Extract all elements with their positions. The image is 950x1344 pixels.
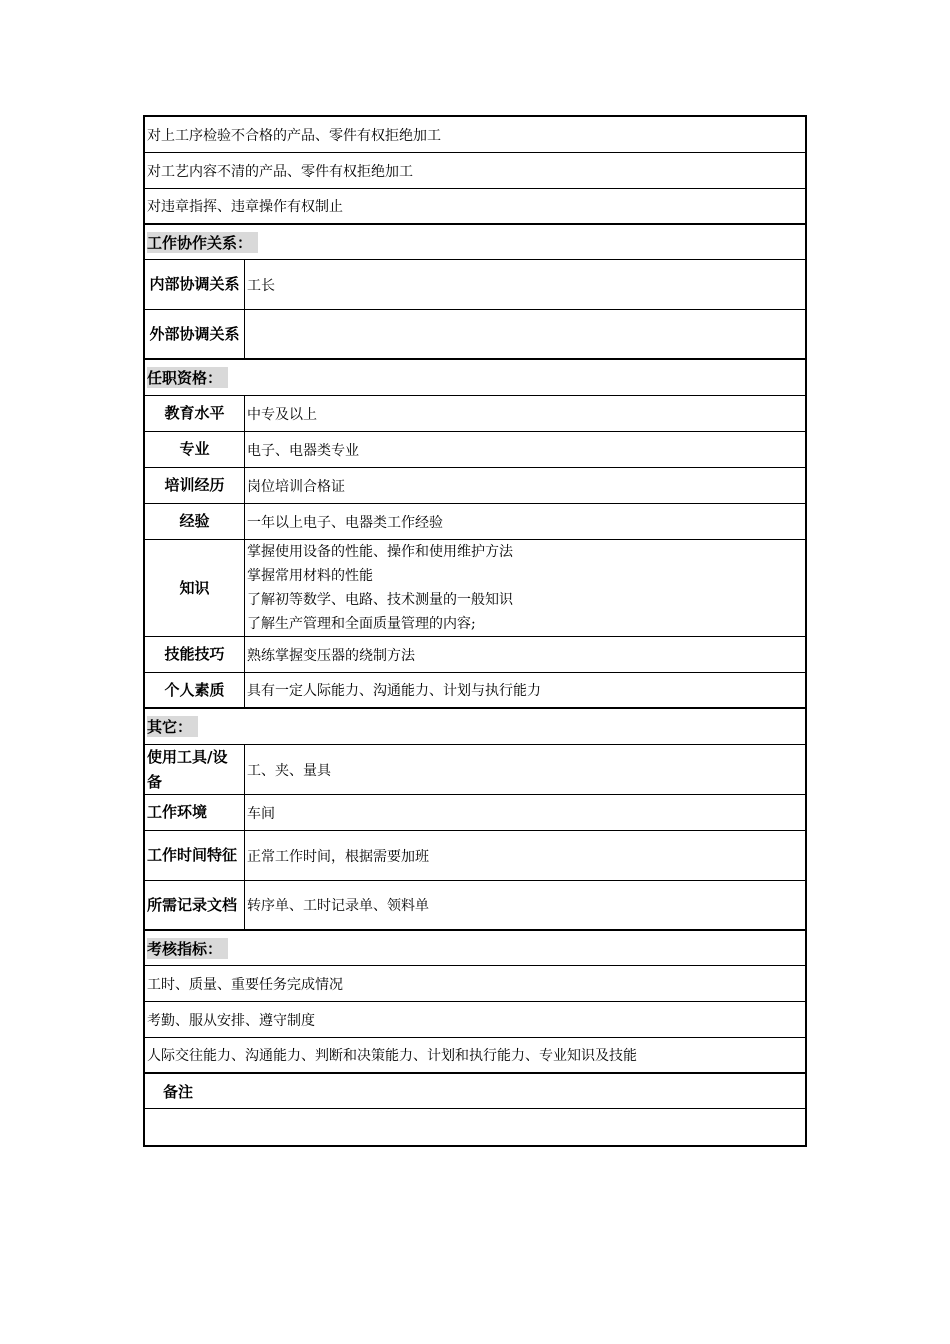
remarks-title: 备注: [163, 1082, 194, 1101]
row-label: 工作时间特征: [145, 831, 245, 880]
row-value: 岗位培训合格证: [247, 478, 345, 495]
knowledge-item: 了解生产管理和全面质量管理的内容;: [247, 616, 476, 632]
rights-row: [145, 117, 805, 153]
knowledge-item: 掌握使用设备的性能、操作和使用维护方法: [247, 544, 513, 560]
section-title: 其它：: [147, 716, 198, 737]
row-value: [245, 310, 805, 358]
cooperation-section-header: [145, 225, 805, 260]
row-value: 一年以上电子、电器类工作经验: [247, 514, 443, 531]
other-row: [145, 795, 805, 831]
row-label: 经验: [145, 504, 245, 539]
assessment-row: [145, 1038, 805, 1074]
knowledge-list: [245, 540, 805, 636]
other-section-header: [145, 709, 805, 745]
row-label: 个人素质: [145, 673, 245, 707]
assessment-row: [145, 1002, 805, 1038]
row-label: 内部协调关系: [145, 260, 245, 309]
remarks-value: [145, 1109, 805, 1145]
row-value: 工长: [247, 277, 275, 294]
qualification-row: [145, 673, 805, 709]
rights-row: [145, 189, 805, 225]
row-label: 知识: [145, 540, 245, 636]
knowledge-item: 掌握常用材料的性能: [247, 568, 373, 584]
cooperation-row: [145, 310, 805, 360]
row-label: 技能技巧: [145, 637, 245, 672]
qualifications-section-header: [145, 360, 805, 396]
row-label: 培训经历: [145, 468, 245, 503]
qualification-row: [145, 432, 805, 468]
right-item: 对上工序检验不合格的产品、零件有权拒绝加工: [147, 127, 441, 144]
right-item: 对违章指挥、违章操作有权制止: [147, 199, 343, 215]
row-label: 使用工具/设备: [145, 745, 245, 794]
assessment-row: [145, 966, 805, 1002]
row-value: 熟练掌握变压器的绕制方法: [247, 647, 415, 664]
qualification-row: [145, 504, 805, 540]
section-title: 工作协作关系：: [147, 232, 258, 253]
other-row: [145, 745, 805, 795]
other-row: [145, 831, 805, 881]
section-title: 任职资格：: [147, 367, 228, 388]
row-value: 正常工作时间，根据需要加班: [247, 848, 429, 865]
row-label: 所需记录文档: [145, 881, 245, 929]
row-label: 外部协调关系: [145, 310, 245, 358]
cooperation-row: [145, 260, 805, 310]
remarks-row: [145, 1109, 805, 1145]
assessment-section-header: [145, 931, 805, 966]
job-description-table: [143, 115, 807, 1147]
assessment-item: 工时、质量、重要任务完成情况: [147, 976, 343, 993]
row-value: 具有一定人际能力、沟通能力、计划与执行能力: [247, 683, 541, 699]
other-row: [145, 881, 805, 931]
knowledge-item: 了解初等数学、电路、技术测量的一般知识: [247, 592, 513, 608]
qualification-row-knowledge: [145, 540, 805, 637]
qualification-row: [145, 468, 805, 504]
remarks-header: [145, 1074, 805, 1109]
row-value: 车间: [247, 805, 275, 822]
qualification-row: [145, 637, 805, 673]
row-value: 电子、电器类专业: [247, 442, 359, 459]
right-item: 对工艺内容不清的产品、零件有权拒绝加工: [147, 163, 413, 180]
row-label: 工作环境: [145, 795, 245, 830]
assessment-item: 人际交往能力、沟通能力、判断和决策能力、计划和执行能力、专业知识及技能: [147, 1048, 637, 1064]
section-title: 考核指标：: [147, 938, 228, 959]
row-value: 工、夹、量具: [247, 762, 331, 779]
row-label: 教育水平: [145, 396, 245, 431]
row-value: 转序单、工时记录单、领料单: [247, 898, 429, 914]
row-label: 专业: [145, 432, 245, 467]
row-value: 中专及以上: [247, 406, 317, 423]
rights-row: [145, 153, 805, 189]
qualification-row: [145, 396, 805, 432]
assessment-item: 考勤、服从安排、遵守制度: [147, 1012, 315, 1029]
